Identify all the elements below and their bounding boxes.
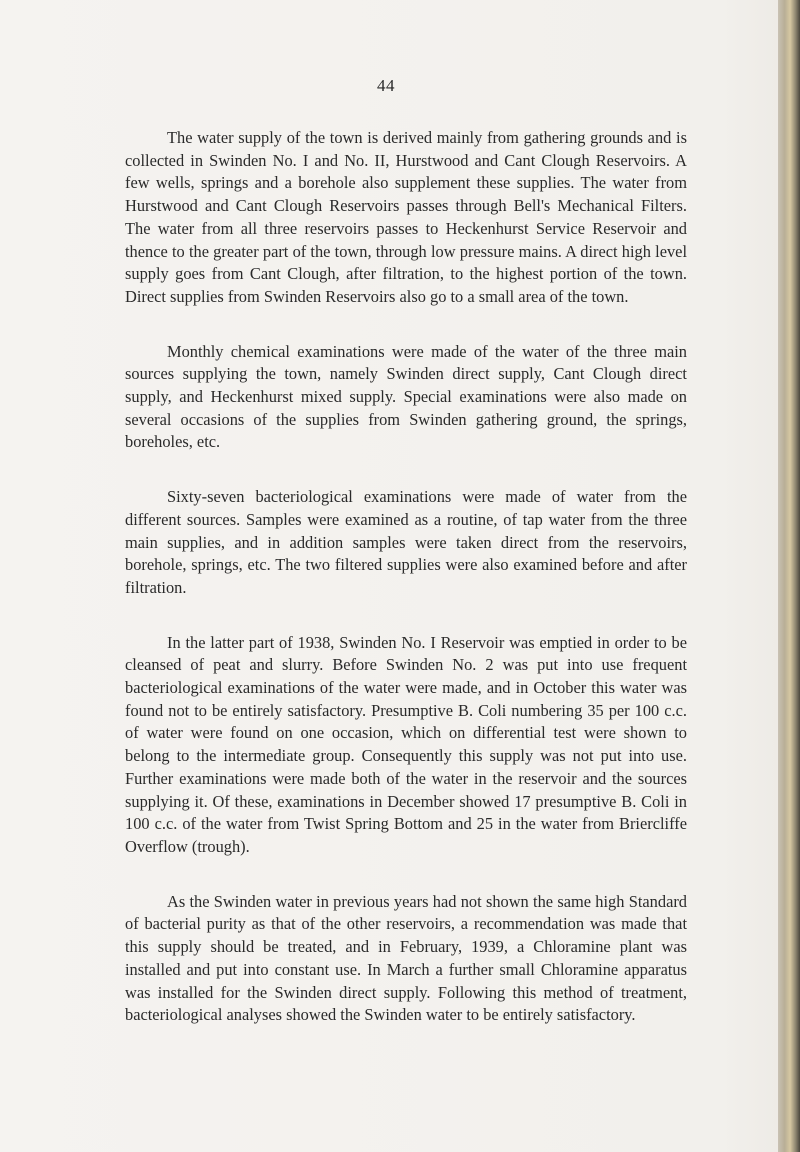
paragraph-bacteriological-examinations: Sixty-seven bacteriological examinations were made of water from the different sources. Samples were examined as a routine, of tap water from the three main supplies, and in addition samples were taken direct from the reservoirs, borehole, springs, etc. The two filtered supplies were also examined before and after filtration.: [125, 487, 687, 597]
paragraph-swinden-reservoir: In the latter part of 1938, Swinden No. I Reservoir was emptied in order to be cleansed of peat and slurry. Before Swinden No. 2 was put into use frequent bacteriological examinations of the water were made, and in October this water was found not to be entirely satisfactory. Presumptive B. Coli numbering 35 per 100 c.c. of water were found on one occasion, which on differential test were shown to belong to the intermediate group. Consequently this supply was not put into use. Further examinations were made both of the water in the reservoir and the sources supplying it. Of these, examinations in December showed 17 presumptive B. Coli in 100 c.c. of the water from Twist Spring Bottom and 25 in the water from Briercliffe Overflow (trough).: [125, 632, 687, 856]
page-number: 44: [377, 76, 395, 95]
paragraph-water-supply: The water supply of the town is derived mainly from gathering grounds and is collected in Swinden No. I and No. II, Hurstwood and Cant Clough Reservoirs. A few wells, springs and a borehole also supplement these supplies. The water from Hurstwood and Cant Clough Reservoirs passes through Bell's Mechanical Filters. The water from all three reservoirs passes to Heckenhurst Service Reservoir and thence to the greater part of the town, through low pressure mains. A direct high level supply goes from Cant Clough, after filtration, to the highest portion of the town. Direct supplies from Swinden Reservoirs also go to a small area of the town.: [125, 128, 687, 306]
book-page-edge: [778, 0, 800, 1152]
paragraph-chloramine-treatment: As the Swinden water in previous years had not shown the same high Standard of bacterial purity as that of the other reservoirs, a recommendation was made that this supply should be treated, and in February, 1939, a Chloramine plant was installed and put into constant use. In March a further small Chloramine apparatus was installed for the Swinden direct supply. Following this method of treatment, bacteriological analyses showed the Swinden water to be entirely satisfactory.: [125, 891, 687, 1025]
body-text: [125, 127, 687, 1059]
paragraph-chemical-examinations: Monthly chemical examinations were made of the water of the three main sources supplying the town, namely Swinden direct supply, Cant Clough direct supply, and Heckenhurst mixed supply. Special examinations were also made on several occasions of the supplies from Swinden gathering ground, the springs, boreholes, etc.: [125, 341, 687, 452]
